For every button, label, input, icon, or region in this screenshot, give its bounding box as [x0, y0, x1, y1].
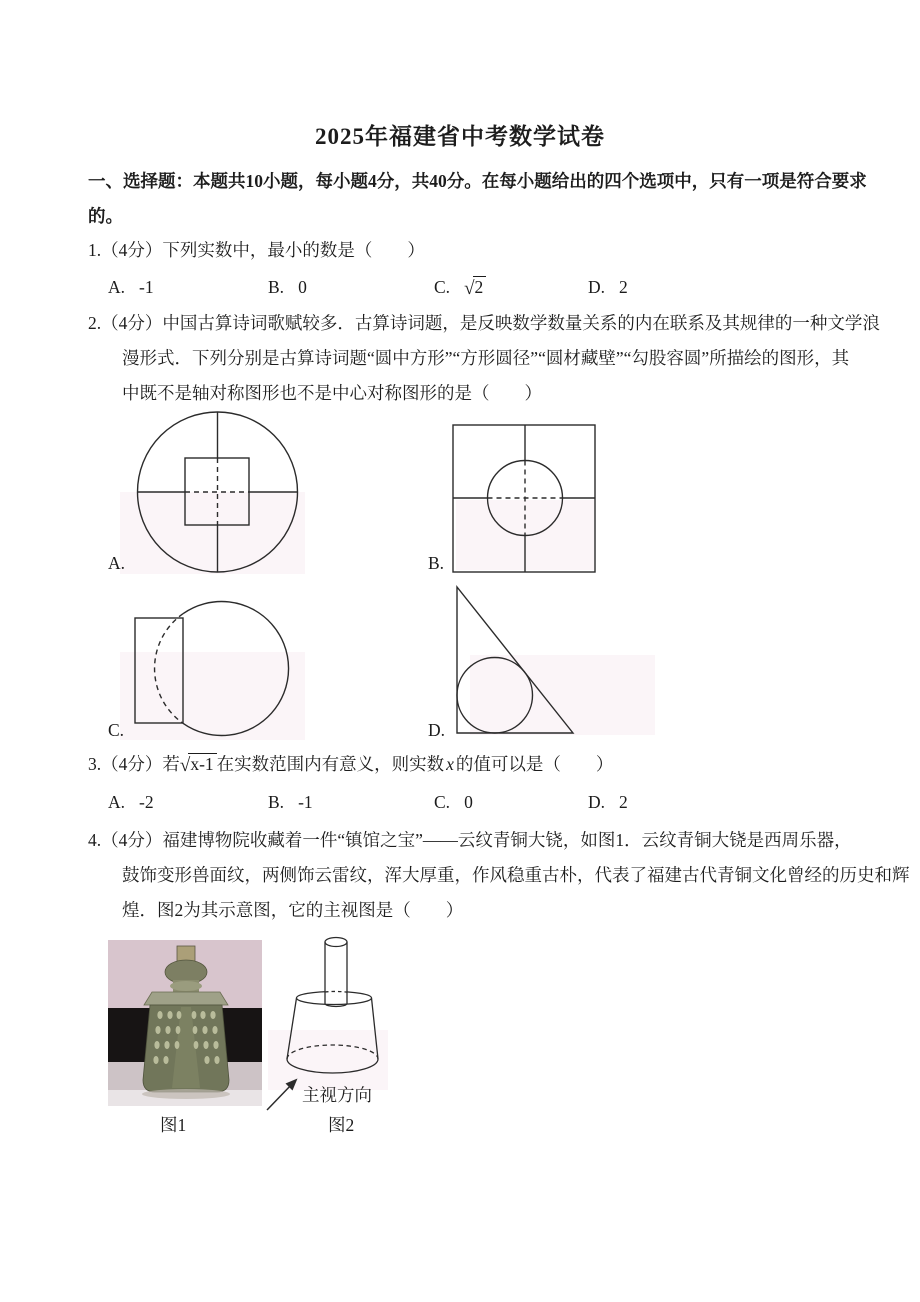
q2-figure-c-circle-and-wall	[130, 597, 295, 740]
q4-stem-line3: 煌．图2为其示意图，它的主视图是（ ）	[122, 900, 464, 920]
q1-option-d: D. 2	[588, 277, 628, 297]
section-header-line1: 一、选择题：本题共10小题，每小题4分，共40分。在每小题给出的四个选项中，只有一项是符合要求	[88, 171, 867, 191]
q1-option-a: A. -1	[108, 277, 154, 297]
radical-sign: √	[464, 278, 475, 299]
sqrt-expression: √x-1	[180, 753, 217, 775]
page-title: 2025年福建省中考数学试卷	[315, 124, 605, 149]
q2-figure-d-incircle-triangle	[450, 580, 580, 740]
q3-option-a: A. -2	[108, 792, 154, 812]
q3-stem: 3.（4分）若√x-1 在实数范围内有意义，则实数 x 的值可以是（ ）	[88, 754, 614, 776]
q2-figure-b-circle-in-square	[448, 420, 600, 577]
q1-stem: 1.（4分）下列实数中，最小的数是（ ）	[88, 240, 425, 260]
q2-figure-a-label: A.	[108, 553, 126, 573]
sqrt-expression: √2	[464, 276, 486, 298]
q2-stem-line1: 2.（4分）中国古算诗词歌赋较多．古算诗词题，是反映数学数量关系的内在联系及其规律的一种文学浪	[88, 313, 880, 333]
q3-option-d: D. 2	[588, 792, 628, 812]
q2-stem-line2: 漫形式．下列分别是古算诗词题“圆中方形”“方形圆径”“圆材藏壁”“勾股容圆”所描绘的图形，其	[122, 348, 850, 368]
q4-stem-line2: 鼓饰变形兽面纹，两侧饰云雷纹，浑大厚重，作风稳重古朴，代表了福建古代青铜文化曾经的历史和辉	[122, 865, 910, 885]
q4-figure2-frustum-diagram	[255, 928, 405, 1120]
q2-figure-c-label: C.	[108, 720, 125, 740]
q2-stem-line3: 中既不是轴对称图形也不是中心对称图形的是（ ）	[122, 383, 542, 403]
q4-stem-line1: 4.（4分）福建博物院收藏着一件“镇馆之宝”——云纹青铜大铙，如图1．云纹青铜大铙是西周乐器，	[88, 830, 852, 850]
section-header-line2: 的。	[88, 206, 123, 226]
q3-option-c: C. 0	[434, 792, 473, 812]
radical-sign: √	[179, 755, 191, 776]
q1-option-c: C. √2	[434, 276, 486, 298]
view-direction-arrow	[267, 1079, 298, 1111]
q2-figure-b-label: B.	[428, 553, 445, 573]
bronze-bell-illustration	[108, 940, 262, 1106]
q4-figure1-bronze-bell-photo	[108, 940, 262, 1106]
q1-option-b: B. 0	[268, 277, 307, 297]
view-direction-label: 主视方向	[302, 1085, 372, 1105]
q3-option-b: B. -1	[268, 792, 313, 812]
q2-figure-d-label: D.	[428, 720, 446, 740]
figure2-caption: 图2	[328, 1115, 355, 1135]
q2-figure-a-square-in-circle	[105, 405, 305, 577]
variable-x: x	[446, 754, 454, 774]
figure1-caption: 图1	[160, 1115, 187, 1135]
